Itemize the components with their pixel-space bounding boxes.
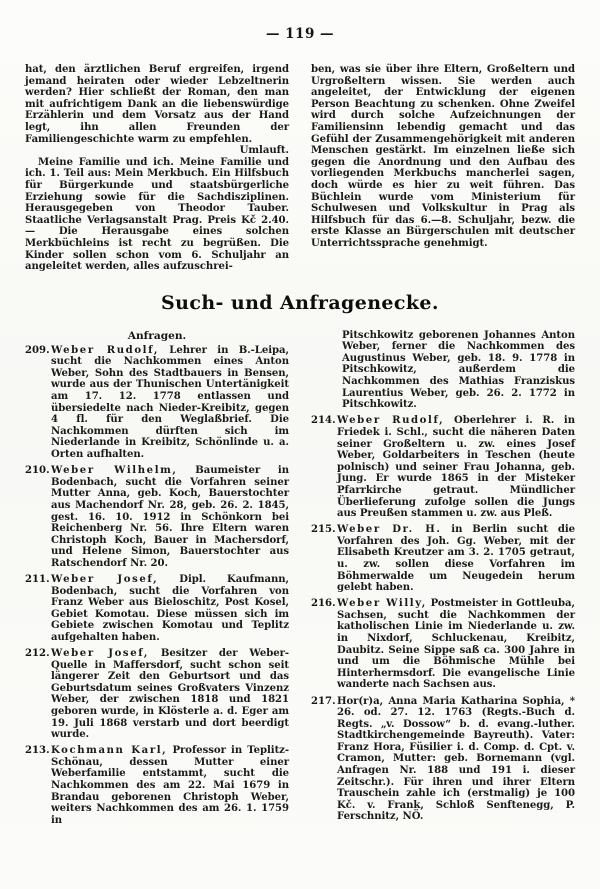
entry-text [51, 345, 289, 461]
query-entry [25, 648, 289, 741]
query-entry [311, 415, 575, 519]
query-entry [25, 465, 289, 569]
entry-number: 214. [311, 415, 336, 427]
queries-columns [25, 330, 575, 831]
entry-number: 215. [311, 524, 336, 536]
article-columns [25, 64, 575, 273]
entry-person-name: Weber Josef, [51, 573, 159, 585]
query-entry [25, 745, 289, 826]
entry-person-name: Hor(r)a, [337, 695, 384, 707]
entry-person-name: Kochmann Karl, [51, 745, 168, 757]
entry-continuation: Pitschkowitz geborenen Johannes Anton Weber, ferner die Nachkommen des Augustinus Weber, geb. 18. 9. 1778 in Pitschkowitz, außerdem die Nachkommen des Mathias Franziskus Laurentius Weber, geb. 26. 2. 1772 in Pitschkowitz. [342, 329, 575, 411]
query-entry [311, 598, 575, 691]
entry-person-name: Weber Josef, [51, 648, 150, 660]
queries-right-column [311, 330, 575, 828]
entry-detail: Professor in Teplitz-Schönau, dessen Mutter einer Weberfamilie entstammt, sucht die Nachkommen des am 22. Mai 1679 in Brandau geborenen Christoph Weber, weiters Nachkommen des am 26. 1. 1759 in [51, 745, 289, 826]
article-left-column [25, 64, 289, 273]
entry-number: 216. [311, 598, 336, 610]
entry-person-name: Weber Wilhelm, [51, 465, 178, 477]
article-paragraph-continued [25, 64, 289, 157]
section-heading: Such- und Anfragenecke. [161, 291, 439, 314]
entry-detail: Dipl. Kaufmann, Bodenbach, sucht die Vorfahren von Franz Weber aus Bieloschitz, Post Kosel, Gebiet Komotau. Diese müssen sich im Gebiete zwischen Komotau und Teplitz aufgehalten haben. [51, 573, 289, 643]
entry-detail: Oberlehrer i. R. in Friedek i. Schl., sucht die näheren Daten seiner Großeltern u. zw. eines Josef Weber, Goldarbeiters in Teschen (heute polnisch) und seiner Frau Johanna, geb. Jung. Er wurde 1865 in der Misteker Pfarrkirche getraut. Mündlicher Überlieferung zufolge sollen die Jungs aus Preußen stammen u. zw. aus Pleß. [337, 415, 575, 520]
article-text-1: hat, den ärztlichen Beruf ergreifen, irgend jemand heiraten oder wieder Lebzeltnerin werden? Hier schließt der Roman, den man mit aufrichtigem Dank an die liebenswürdige Erzählerin und dem Vorsatz aus der Hand legt, ihn allen Freunden der Familiengeschichte warm zu empfehlen. [25, 64, 289, 145]
page-folio: — 119 — [265, 26, 335, 42]
queries-subheading: Anfragen. [127, 329, 187, 342]
entry-text [337, 524, 575, 594]
article-paragraph-conclusion: ben, was sie über ihre Eltern, Großeltern und Urgroßeltern wissen. Sie werden auch angeleitet, der Entwicklung der eigenen Person Beachtung zu schenken. Ohne Zweifel wird durch solche Aufzeichnungen der Familiensinn lebendig gemacht und das Gefühl der Zusammengehörigkeit mit anderen Menschen gestärkt. Im einzelnen ließe sich gegen die Anordnung und den Aufbau des vorliegenden Merkbuchs mancherlei sagen, doch würde es hier zu weit führen. Das Büchlein wurde vom Ministerium für Schulwesen und Volkskultur in Prag als Hilfsbuch für das 6.—8. Schuljahr, bezw. die erste Klasse an Bürgerschulen mit deutscher Unterrichtssprache genehmigt. [311, 64, 575, 249]
entry-detail: Baumeister in Bodenbach, sucht die Vorfahren seiner Mutter Anna, geb. Koch, Bauerstochter aus Machendorf Nr. 28, geb. 26. 2. 1845, gest. 16. 10. 1912 in Schönkorn bei Reichenberg Nr. 56. Ihre Eltern waren Christoph Koch, Bauer in Machersdorf, und Helene Simon, Bauerstochter aus Ratschendorf Nr. 20. [51, 465, 289, 569]
query-entry [311, 696, 575, 824]
queries-left-column [25, 330, 289, 831]
entry-detail: Postmeister in Gottleuba, Sachsen, sucht die Nachkommen der katholischen Linie im Niederlande u. zw. in Nixdorf, Schluckenau, Kreibitz, Daubitz. Seine Sippe saß ca. 300 Jahre in und um die Böhmische Mühle bei Hinterhermsdorf. Die evangelische Linie wanderte nach Sachsen aus. [337, 598, 575, 691]
entry-person-name: Weber Dr. H. [337, 524, 442, 536]
entry-text [51, 574, 289, 644]
entry-person-name: Weber Willy, [337, 598, 427, 610]
entry-number: 211. [25, 573, 50, 585]
entry-number: 217. [311, 695, 336, 707]
query-entry [311, 524, 575, 594]
article-right-column [311, 64, 575, 250]
entry-detail: Anna Maria Katharina Sophia, * 26. od. 27. 12. 1763 (Regts.-Buch d. Regts. „v. Dossow“ b. d. evang.-luther. Stadtkirchengemeinde Bayreuth). Vater: Franz Hora, Füsilier i. d. Comp. d. Cpt. v. Cramon, Mutter: geb. Bornemann (vgl. Anfragen Nr. 188 und 191 i. dieser Zeitschr.). Für ihren und ihrer Eltern Trauschein zahle ich (erstmalig) je 100 Kč. v. Frank, Schloß Senftenegg, P. Ferschnitz, NÖ. [337, 695, 575, 823]
review-text: Meine Familie und ich. 1. Teil aus: Mein Merkbuch. Ein Hilfsbuch für Bürgerkunde und staatsbürgerliche Erziehung sowie für die Sachdisziplinen. Herausgegeben von Theodor Tauber. Staatliche Verlagsanstalt Prag. Preis Kč 2.40. — Die Herausgabe eines solchen Merkbüchleins ist recht zu begrüßen. Die Kinder sollen schon vom 6. Schuljahr an angeleitet werden, alles aufzuschrei- [25, 156, 289, 273]
review-title: Meine Familie und ich. [38, 156, 174, 168]
query-entry [25, 345, 289, 461]
entry-person-name: Weber Rudolf, [337, 415, 445, 427]
entry-detail: Lehrer in B.-Leipa, sucht die Nachkommen eines Anton Weber, Sohn des Stadtbauers in Bensen, wurde aus der Thunischen Untertänigkeit am 17. 12. 1778 entlassen und übersiedelte nach Nieder-Kreibitz, gegen 4 fl. für den Weglaßbrief. Die Nachkommen dürften sich im Niederlande in Kreibitz, Schönlinde u. a. Orten aufhalten. [51, 344, 289, 461]
entry-text [337, 598, 575, 691]
entry-text [51, 648, 289, 741]
book-review-paragraph [25, 157, 289, 273]
entry-detail: Besitzer der Weber-Quelle in Maffersdorf, sucht schon seit längerer Zeit den Geburtsort und das Geburtsdatum seines Großvaters Vinzenz Weber, der zwischen 1818 und 1821 geboren wurde, in Klösterle a. d. Eger am 19. Juli 1868 verstarb und dort beerdigt wurde. [51, 648, 289, 741]
article-signature: Umlauft. [239, 145, 289, 157]
entry-number: 212. [25, 648, 50, 660]
entry-number: 210. [25, 465, 50, 477]
entry-text [337, 415, 575, 519]
entry-number: 213. [25, 745, 50, 757]
entry-person-name: Weber Rudolf, [51, 344, 159, 356]
entry-text [51, 745, 289, 826]
entry-number: 209. [25, 344, 50, 356]
entry-text [51, 465, 289, 569]
entry-text [337, 696, 575, 824]
query-entry [25, 574, 289, 644]
entry-detail: in Berlin sucht die Vorfahren des Joh. Gg. Weber, mit der Elisabeth Kreutzer am 3. 2. 1705 getraut, u. zw. sollen diese Vorfahren im Böhmerwalde um Neugedein herum gelebt haben. [337, 524, 575, 594]
